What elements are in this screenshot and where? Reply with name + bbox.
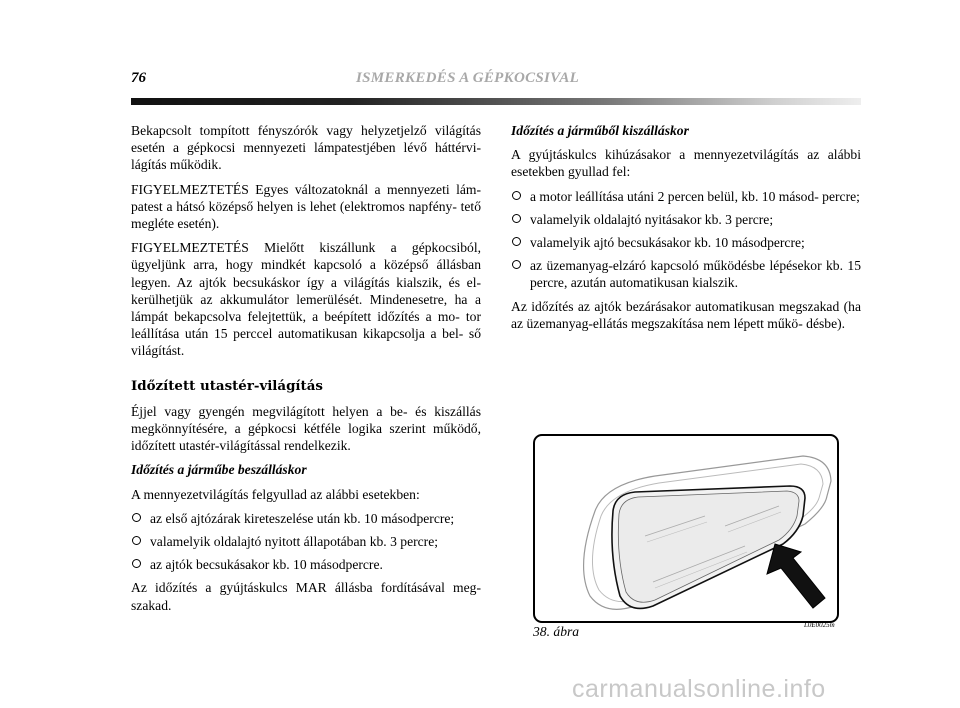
paragraph: Az időzítés a gyújtáskulcs MAR állásba fordításával meg- szakad. <box>131 580 481 613</box>
circle-bullet-icon <box>132 559 141 568</box>
page-number: 76 <box>131 70 146 86</box>
circle-bullet-icon <box>512 237 521 246</box>
paragraph: Az időzítés az ajtók bezárásakor automatikusan megszakad (ha az üzemanyag-ellátás megszakítása nem lépett műkö- désbe). <box>511 298 861 331</box>
list-item-text: valamelyik oldalajtó nyitásakor kb. 3 percre; <box>530 211 774 227</box>
bullet-list <box>511 188 861 292</box>
header-rule <box>131 98 861 105</box>
list-item <box>511 211 861 228</box>
figure-caption: 38. ábra <box>533 624 580 639</box>
list-item <box>131 510 481 527</box>
circle-bullet-icon <box>132 513 141 522</box>
paragraph: A gyújtáskulcs kihúzásakor a mennyezetvilágítás az alábbi esetekben gyullad fel: <box>511 147 861 180</box>
list-item-text: valamelyik ajtó becsukásakor kb. 10 másodpercre; <box>530 235 805 251</box>
list-item <box>511 234 861 251</box>
list-item <box>511 257 861 291</box>
paragraph: A mennyezetvilágítás felgyullad az alábbi esetekben: <box>131 486 420 502</box>
left-column <box>131 122 481 621</box>
warning-paragraph: FIGYELMEZTETÉS Egyes változatoknál a mennyezeti lám- patest a hátsó középső helyen is lehet (elektromos napfény- tető megléte esetén). <box>131 181 481 232</box>
figure-illustration <box>533 434 839 623</box>
list-item <box>131 533 481 550</box>
bullet-list <box>131 510 481 574</box>
warning-paragraph: FIGYELMEZTETÉS Mielőtt kiszállunk a gépkocsiból, ügyeljünk arra, hogy mindkét kapcsoló a középső állásban legyen. Az ajtók becsukáskor így a világítás kialszik, és el- kerülhetjük az akkumulátor lemerülését. Mindenesetre, ha a lámpát bekapcsolva felejtettük, a beépített időzítés a mo- tor leállítása után 15 perccel automatikusan kikapcsolja a bel- ső világítást. <box>131 240 481 359</box>
pointer-arrow-icon <box>767 544 825 608</box>
circle-bullet-icon <box>512 191 521 200</box>
watermark: carmanualsonline.info <box>572 675 826 703</box>
paragraph: Bekapcsolt tompított fényszórók vagy helyzetjelző világítás esetén a gépkocsi mennyezeti lámpatestjében lévő háttérvi- lágítás működik. <box>131 123 481 173</box>
list-item-text: valamelyik oldalajtó nyitott állapotában kb. 3 percre; <box>150 534 439 550</box>
list-item-text: a motor leállítása utáni 2 percen belül, kb. 10 másod- percre; <box>530 188 860 204</box>
circle-bullet-icon <box>512 214 521 223</box>
subheading: Időzítés a járműből kiszálláskor <box>511 123 689 138</box>
subheading: Időzítés a járműbe beszálláskor <box>131 462 307 478</box>
paragraph: Éjjel vagy gyengén megvilágított helyen a be- és kiszállás megkönnyítésére, a gépkocsi kétféle logika szerint működő, időzített utastér-világítással rendelkezik. <box>131 403 481 454</box>
interior-lamp-illustration <box>535 436 837 621</box>
list-item <box>511 188 861 205</box>
figure-code: L0E0025m <box>804 621 835 629</box>
section-title: Időzített utastér-világítás <box>131 377 323 394</box>
list-item-text: az üzemanyag-elzáró kapcsoló működésbe lépésekor kb. 15 percre, azután automatikusan kialszik. <box>530 258 861 291</box>
list-item <box>131 556 481 573</box>
right-column <box>511 122 861 339</box>
circle-bullet-icon <box>512 260 521 269</box>
running-head: ISMERKEDÉS A GÉPKOCSIVAL <box>356 70 580 86</box>
list-item-text: az első ajtózárak kireteszelése után kb. 10 másodpercre; <box>150 510 455 526</box>
circle-bullet-icon <box>132 536 141 545</box>
list-item-text: az ajtók becsukásakor kb. 10 másodpercre. <box>150 557 383 573</box>
